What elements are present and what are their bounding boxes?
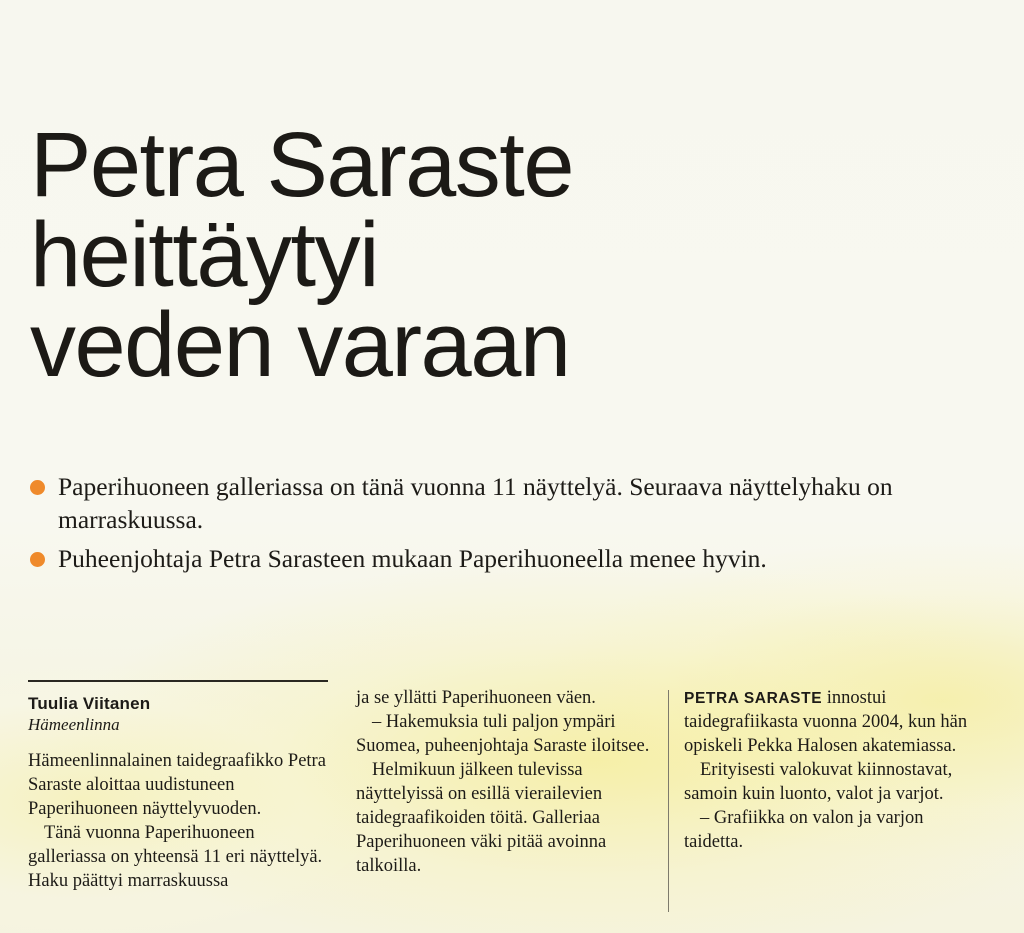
lead-paragraph-rest: innostui taidegrafiikasta vuonna 2004, kun hän opiskeli Pekka Halosen akatemiassa. [684,688,968,757]
body-paragraph: – Grafiikka on valon ja varjon taidetta. [684,808,924,853]
article-column-1 [28,686,328,916]
deck-item-text: Paperihuoneen galleriassa on tänä vuonna 11 näyttelyä. Seuraava näyttelyhaku on marraskuussa. [58,472,893,535]
byline-author: Tuulia Viitanen [28,694,151,713]
body-paragraph-lead [684,686,984,758]
headline-line-3: veden varaan [30,293,570,396]
byline-location: Hämeenlinna [28,715,120,734]
bullet-dot-icon [30,552,45,567]
article-columns [28,686,996,916]
body-paragraph: Helmikuun jälkeen tulevissa näyttelyissä on esillä vierailevien taidegraafikoiden töitä. Galleriaa Paperihuoneen väki pitää avoinna talkoilla. [356,760,607,877]
page-title [30,113,990,396]
deck-bullet-list [28,470,928,581]
body-paragraph: Tänä vuonna Paperihuoneen galleriassa on yhteensä 11 eri näyttelyä. Haku päättyi marraskuussa [28,823,323,892]
headline-line-1: Petra Saraste [30,113,574,216]
article-column-2 [356,686,656,916]
headline-line-2: heittäytyi [30,203,379,306]
article-column-3 [684,686,984,916]
deck-item-text: Puheenjohtaja Petra Sarasteen mukaan Paperihuoneella menee hyvin. [58,544,767,574]
byline-divider [28,680,328,682]
list-item [28,542,928,575]
bullet-dot-icon [30,480,45,495]
body-paragraph: ja se yllätti Paperihuoneen väen. [356,688,596,708]
lead-in-caps: PETRA SARASTE [684,690,823,707]
body-paragraph: Erityisesti valokuvat kiinnostavat, samoin kuin luonto, valot ja varjot. [684,760,953,805]
body-paragraph: Hämeenlinnalainen taidegraafikko Petra Saraste aloittaa uudistuneen Paperihuoneen näyttelyvuoden. [28,751,326,820]
list-item [28,470,928,536]
body-paragraph: – Hakemuksia tuli paljon ympäri Suomea, puheenjohtaja Saraste iloitsee. [356,712,650,757]
